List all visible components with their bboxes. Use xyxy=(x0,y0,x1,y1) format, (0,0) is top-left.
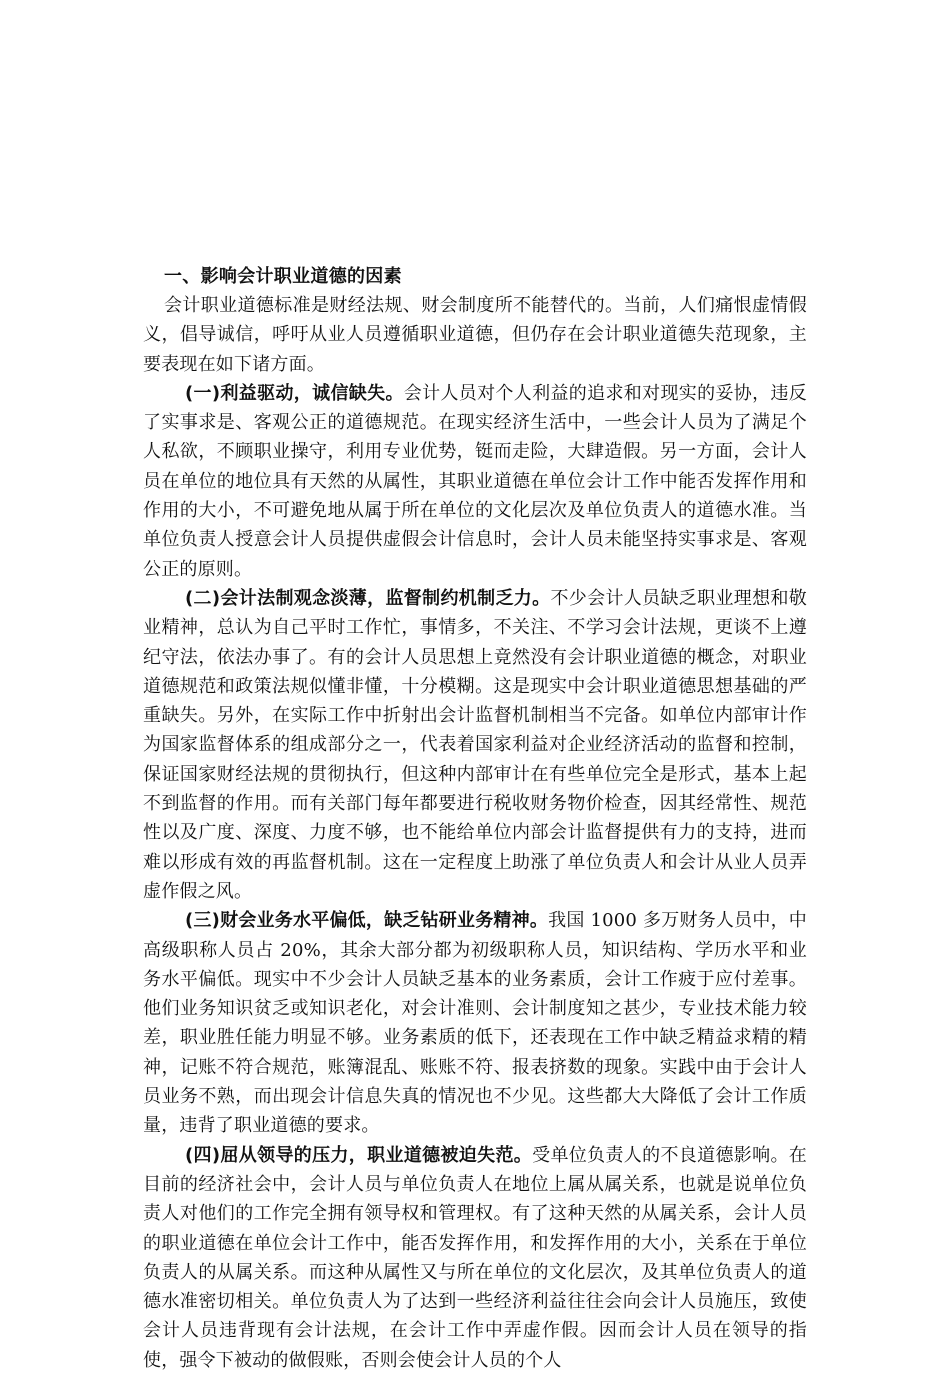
item-4-lead: (四)屈从领导的压力，职业道德被迫失范。 xyxy=(185,1144,533,1166)
item-2-lead: (二)会计法制观念淡薄，监督制约机制乏力。 xyxy=(185,587,551,609)
paragraph-item-4 xyxy=(143,1141,807,1375)
item-2-body: 不少会计人员缺乏职业理想和敬业精神，总认为自己平时工作忙，事情多，不关注、不学习会计法规，更谈不上遵纪守法，依法办事了。有的会计人员思想上竟然没有会计职业道德的概念，对职业道德规范和政策法规似懂非懂，十分模糊。这是现实中会计职业道德思想基础的严重缺失。另外，在实际工作中折射出会计监督机制相当不完备。如单位内部审计作为国家监督体系的组成部分之一，代表着国家利益对企业经济活动的监督和控制，保证国家财经法规的贯彻执行，但这种内部审计在有些单位完全是形式，基本上起不到监督的作用。而有关部门每年都要进行税收财务物价检查，因其经常性、规范性以及广度、深度、力度不够，也不能给单位内部会计监督提供有力的支持，进而难以形成有效的再监督机制。这在一定程度上助涨了单位负责人和会计从业人员弄虚作假之风。 xyxy=(143,587,807,902)
paragraph-item-1 xyxy=(143,379,807,584)
item-3-lead: (三)财会业务水平偏低，缺乏钻研业务精神。 xyxy=(185,910,549,932)
section-heading: 一、影响会计职业道德的因素 xyxy=(164,266,402,287)
paragraph-item-3 xyxy=(143,906,807,1140)
item-1-lead: (一)利益驱动，诚信缺失。 xyxy=(185,382,404,404)
intro-paragraph: 会计职业道德标准是财经法规、财会制度所不能替代的。当前，人们痛恨虚情假义，倡导诚信，呼吁从业人员遵循职业道德，但仍存在会计职业道德失范现象，主要表现在如下诸方面。 xyxy=(143,295,807,375)
item-1-body: 会计人员对个人利益的追求和对现实的妥协，违反了实事求是、客观公正的道德规范。在现实经济生活中，一些会计人员为了满足个人私欲，不顾职业操守，利用专业优势，铤而走险，大肆造假。另一方面，会计人员在单位的地位具有天然的从属性，其职业道德在单位会计工作中能否发挥作用和作用的大小，不可避免地从属于所在单位的文化层次及单位负责人的道德水准。当单位负责人授意会计人员提供虚假会计信息时，会计人员未能坚持实事求是、客观公正的原则。 xyxy=(143,382,807,580)
item-3-body: 我国 1000 多万财务人员中，中高级职称人员占 20%，其余大部分都为初级职称人员，知识结构、学历水平和业务水平偏低。现实中不少会计人员缺乏基本的业务素质，会计工作疲于应付差事。他们业务知识贫乏或知识老化，对会计准则、会计制度知之甚少，专业技术能力较差，职业胜任能力明显不够。业务素质的低下，还表现在工作中缺乏精益求精的精神，记账不符合规范，账簿混乱、账账不符、报表挤数的现象。实践中由于会计人员业务不熟，而出现会计信息失真的情况也不少见。这些都大大降低了会计工作质量，违背了职业道德的要求。 xyxy=(143,910,807,1137)
item-4-body: 受单位负责人的不良道德影响。在目前的经济社会中，会计人员与单位负责人在地位上属从属关系，也就是说单位负责人对他们的工作完全拥有领导权和管理权。有了这种天然的从属关系，会计人员的职业道德在单位会计工作中，能否发挥作用，和发挥作用的大小，关系在于单位负责人的从属关系。而这种从属性又与所在单位的文化层次，及其单位负责人的道德水准密切相关。单位负责人为了达到一些经济利益往往会向会计人员施压，致使会计人员违背现有会计法规，在会计工作中弄虚作假。因而会计人员在领导的指使，强令下被动的做假账，否则会使会计人员的个人 xyxy=(143,1144,808,1371)
document-page xyxy=(143,262,807,1375)
paragraph-item-2 xyxy=(143,584,807,906)
